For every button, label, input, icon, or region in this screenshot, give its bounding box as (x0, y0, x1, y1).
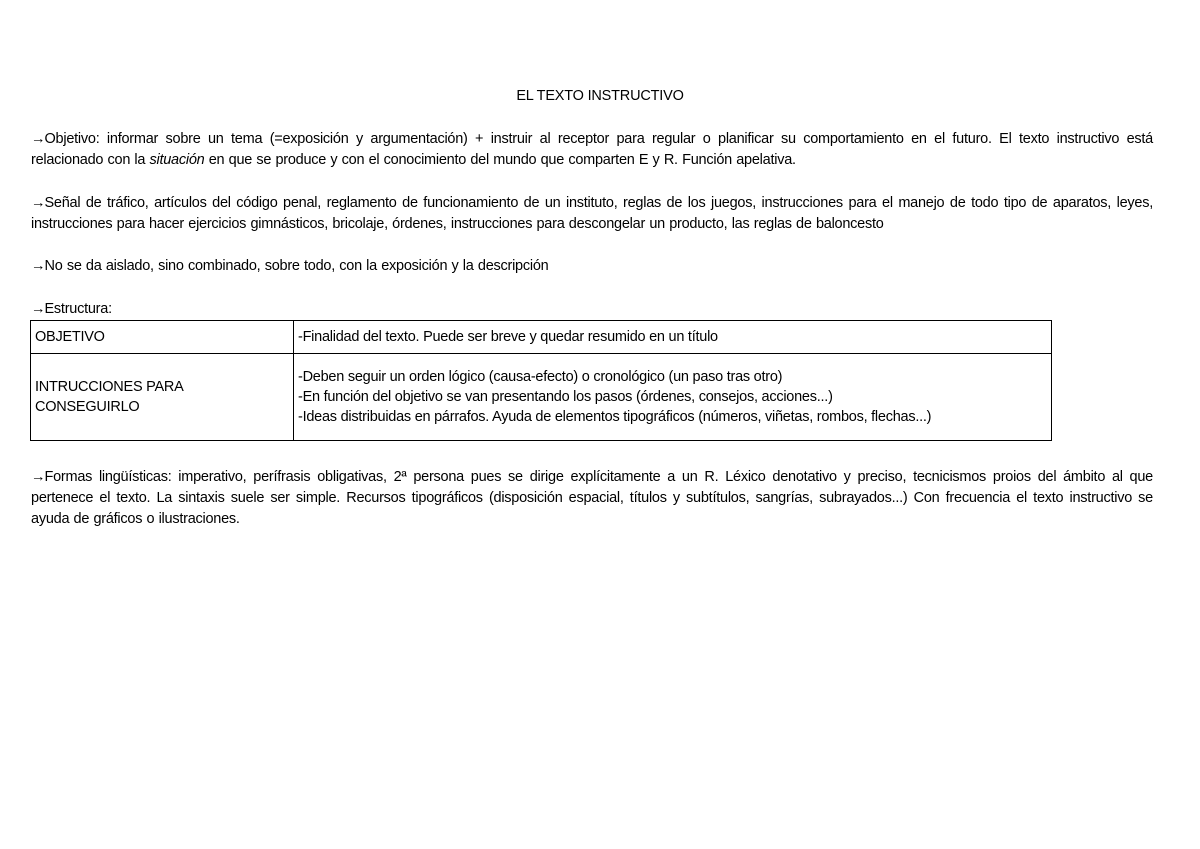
table-row (31, 321, 1052, 354)
arrow-bullet-icon: → (31, 301, 45, 317)
objetivo-emphasis: situación (149, 152, 205, 168)
description-line: -Ideas distribuidas en párrafos. Ayuda de elementos tipográficos (números, viñetas, rombos, flechas...) (298, 409, 932, 425)
paragraph-objetivo (31, 129, 1153, 171)
combinacion-text: No se da aislado, sino combinado, sobre todo, con la exposición y la descripción (44, 258, 549, 274)
description-line: -Deben seguir un orden lógico (causa-efecto) o cronológico (un paso tras otro) (298, 369, 783, 385)
paragraph-estructura (31, 299, 1153, 320)
paragraph-formas (31, 467, 1153, 530)
arrow-bullet-icon: → (31, 195, 45, 211)
arrow-bullet-icon: → (31, 258, 45, 274)
paragraph-ejemplos (31, 193, 1153, 235)
table-cell-label: INTRUCCIONES PARA CONSEGUIRLO (31, 354, 294, 441)
objetivo-text-part2: en que se produce y con el conocimiento del mundo que comparten E y R. Función apelativa. (204, 152, 796, 168)
document-title: EL TEXTO INSTRUCTIVO (516, 88, 684, 104)
formas-text: Formas lingüísticas: imperativo, perífrasis obligativas, 2ª persona pues se dirige explícitamente a un R. Léxico denotativo y preciso, tecnicismos proios del ámbito al que pertenece el texto. La sintaxis suele ser simple. Recursos tipográficos (disposición espacial, títulos y subtítulos, sangrías, subrayados...) Con frecuencia el texto instructivo se ayuda de gráficos o ilustraciones. (31, 469, 1153, 527)
arrow-bullet-icon: → (31, 469, 45, 485)
structure-table (30, 320, 1052, 441)
arrow-bullet-icon: → (31, 131, 45, 147)
table-cell-label: OBJETIVO (31, 321, 294, 354)
table-row (31, 354, 1052, 441)
objetivo-text-part1: Objetivo: informar sobre un tema (=exposición y argumentación) + instruir al receptor para regular o planificar su comportamiento en el futuro. El texto instructivo está relacionado con la (31, 131, 1153, 168)
estructura-label: Estructura: (44, 301, 112, 317)
table-cell-description (294, 321, 1052, 354)
description-line: -Finalidad del texto. Puede ser breve y quedar resumido en un título (298, 329, 718, 345)
ejemplos-text: Señal de tráfico, artículos del código penal, reglamento de funcionamiento de un instituto, reglas de los juegos, instrucciones para el manejo de todo tipo de aparatos, leyes, instrucciones para hacer ejercicios gimnásticos, bricolaje, órdenes, instrucciones para descongelar un producto, las reglas de baloncesto (31, 195, 1153, 232)
table-cell-description (294, 354, 1052, 441)
paragraph-combinacion (31, 256, 1153, 277)
description-line: -En función del objetivo se van presentando los pasos (órdenes, consejos, acciones...) (298, 389, 833, 405)
